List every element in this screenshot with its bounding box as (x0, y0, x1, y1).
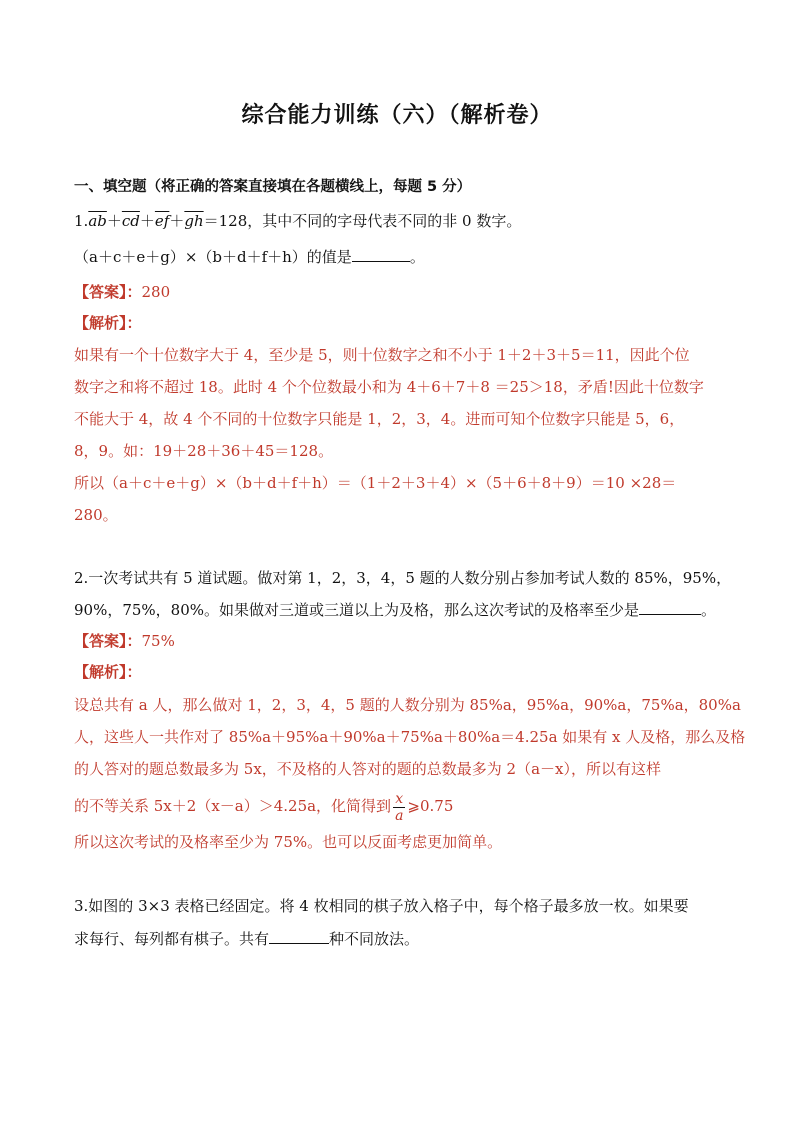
q2-answer-value: 75% (141, 632, 175, 650)
q2-answer (74, 631, 175, 651)
plus-sign: ＋ (139, 212, 155, 230)
q1-term-gh: $\overline{gh}$ (184, 212, 204, 230)
q3-statement: 3.如图的 3×3 表格已经固定。将 4 枚相同的棋子放入格子中，每个格子最多放一枚。如果要 (74, 897, 689, 915)
q1-analysis-line: 280。 (74, 506, 118, 524)
q1-question (74, 247, 425, 267)
q2-inequality-result: ⩾0.75 (407, 797, 454, 815)
fraction-denominator: a (395, 807, 404, 824)
q2-inequality-text: 的不等关系 5x＋2（x－a）＞4.25a，化简得到 (74, 797, 392, 815)
q2-question-text: 90%，75%，80%。如果做对三道或三道以上为及格，那么这次考试的及格率至少是 (74, 601, 640, 619)
q2-inequality-line (74, 786, 453, 826)
q1-analysis-label (74, 313, 142, 333)
section-heading: 一、填空题（将正确的答案直接填在各题横线上，每题 5 分） (74, 179, 472, 195)
q1-term-cd: $\overline{cd}$ (121, 212, 140, 230)
plus-sign: ＋ (106, 212, 122, 230)
q2-question-end: 。 (701, 601, 717, 619)
q1-analysis-line: 所以（a＋c＋e＋g）×（b＋d＋f＋h）＝（1＋2＋3＋4）×（5＋6＋8＋9）＝10 ×28＝ (74, 474, 677, 492)
fraction-x-over-a (393, 791, 405, 824)
q2-question (74, 600, 716, 620)
fraction-numerator: x (393, 791, 405, 808)
answer-label: 【答案】： (74, 632, 142, 650)
page-title: 综合能力训练（六）（解析卷） (241, 103, 553, 128)
q3-question (74, 929, 419, 949)
q1-term-ab: $\overline{ab}$ (88, 212, 107, 230)
q1-question-text: （a＋c＋e＋g）×（b＋d＋f＋h）的值是 (74, 248, 352, 266)
q1-question-end: 。 (409, 248, 425, 266)
plus-sign: ＋ (169, 212, 185, 230)
q1-analysis-line: 8，9。如：19＋28＋36＋45＝128。 (74, 442, 334, 460)
q1-term-ef: $\overline{ef}$ (154, 212, 170, 230)
q2-analysis-line: 设总共有 a 人，那么做对 1，2，3，4，5 题的人数分别为 85%a，95%a，90%a，75%a，80%a (74, 696, 741, 714)
analysis-label: 【解析】： (74, 663, 142, 681)
q2-analysis-line: 的人答对的题总数最多为 5x，不及格的人答对的题的总数最多为 2（a－x），所以有这样 (74, 760, 661, 778)
analysis-label: 【解析】： (74, 314, 142, 332)
q3-question-text: 求每行、每列都有棋子。共有 (74, 930, 270, 948)
q1-answer-blank[interactable] (352, 247, 410, 262)
q1-analysis-line: 不能大于 4，故 4 个不同的十位数字只能是 1，2，3，4。进而可知个位数字只能是 5，6， (74, 410, 685, 428)
answer-label: 【答案】： (74, 283, 142, 301)
q2-statement: 2.一次考试共有 5 道试题。做对第 1，2，3，4，5 题的人数分别占参加考试人数的 85%，95%， (74, 569, 732, 587)
q1-analysis-line: 如果有一个十位数字大于 4，至少是 5，则十位数字之和不小于 1＋2＋3＋5＝11，因此个位 (74, 346, 690, 364)
q1-answer-value: 280 (141, 283, 171, 301)
q2-answer-blank[interactable] (639, 600, 701, 615)
q1-number: 1. (74, 212, 89, 230)
q3-answer-blank[interactable] (269, 929, 329, 944)
q2-analysis-line: 人，这些人一共作对了 85%a＋95%a＋90%a＋75%a＋80%a＝4.25a 如果有 x 人及格，那么及格 (74, 728, 746, 746)
q3-question-end: 种不同放法。 (329, 930, 420, 948)
q1-analysis-line: 数字之和将不超过 18。此时 4 个个位数最小和为 4＋6＋7＋8 ＝25＞18，矛盾!因此十位数字 (74, 378, 704, 396)
q1-statement (74, 211, 521, 231)
q2-analysis-label (74, 662, 142, 682)
q1-answer (74, 282, 170, 302)
q2-conclusion: 所以这次考试的及格率至少为 75%。也可以反面考虑更加简单。 (74, 833, 503, 851)
q1-statement-tail: ＝128，其中不同的字母代表不同的非 0 数字。 (203, 212, 522, 230)
